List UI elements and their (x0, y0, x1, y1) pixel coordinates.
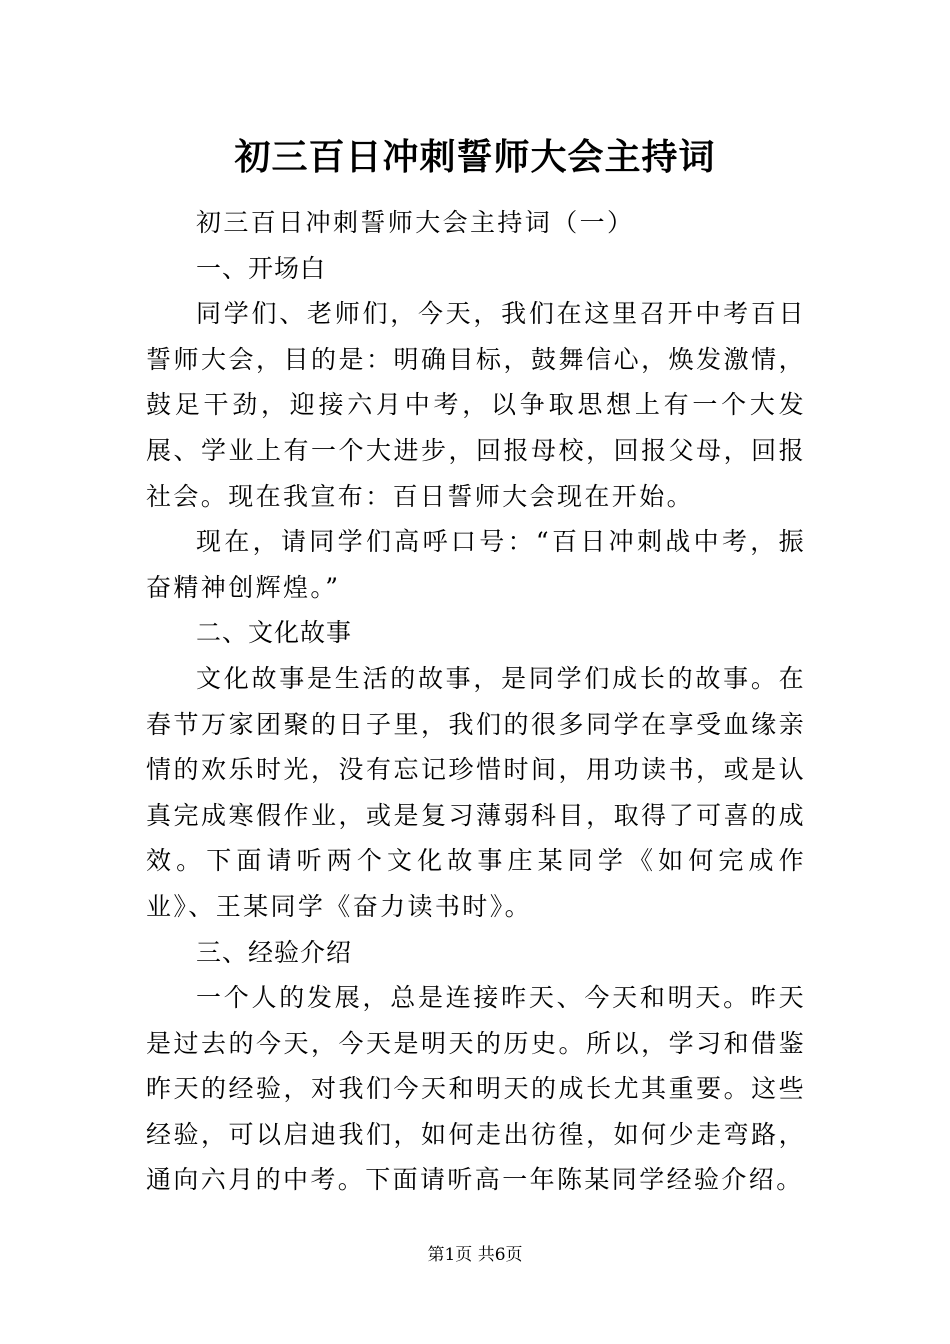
page-footer: 第1页 共6页 (427, 1245, 523, 1265)
section-paragraph: 一个人的发展，总是连接昨天、今天和明天。昨天是过去的今天，今天是明天的历史。所以，学习和借鉴昨天的经验，对我们今天和明天的成长尤其重要。这些经验，可以启迪我们，如何走出彷徨，如何少走弯路，通向六月的中考。下面请听高一年陈某同学经验介绍。 (146, 983, 806, 1195)
section-paragraph: 现在，请同学们高呼口号：“百日冲刺战中考，振奋精神创辉煌。” (146, 527, 806, 602)
document-body (146, 200, 806, 1203)
document-title: 初三百日冲刺誓师大会主持词 (234, 136, 716, 178)
section-paragraph: 同学们、老师们，今天，我们在这里召开中考百日誓师大会，目的是：明确目标，鼓舞信心，焕发激情，鼓足干劲，迎接六月中考，以争取思想上有一个大发展、学业上有一个大进步，回报母校，回报父母，回报社会。现在我宣布：百日誓师大会现在开始。 (146, 299, 806, 511)
document-subtitle: 初三百日冲刺誓师大会主持词（一） (196, 208, 635, 237)
section-paragraph: 文化故事是生活的故事，是同学们成长的故事。在春节万家团聚的日子里，我们的很多同学在享受血缘亲情的欢乐时光，没有忘记珍惜时间，用功读书，或是认真完成寒假作业，或是复习薄弱科目，取得了可喜的成效。下面请听两个文化故事庄某同学《如何完成作业》、王某同学《奋力读书时》。 (146, 663, 806, 921)
section-heading-experience: 三、经验介绍 (196, 937, 353, 967)
section-heading-opening: 一、开场白 (196, 253, 327, 283)
section-heading-culture-stories: 二、文化故事 (196, 618, 353, 648)
